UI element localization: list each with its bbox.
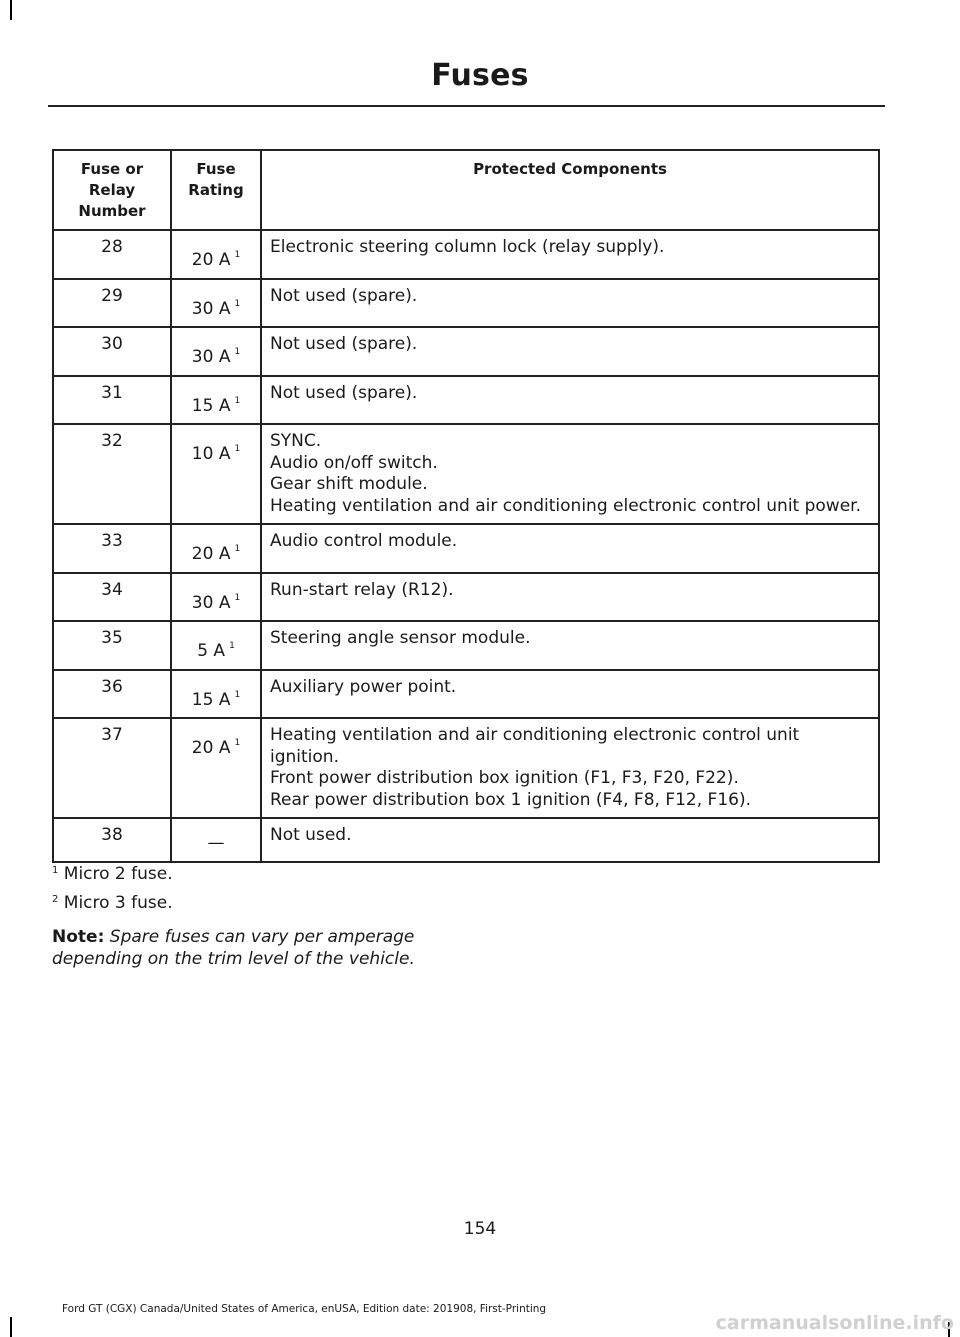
footnote-reference: 1 — [229, 641, 235, 651]
fuse-number-cell: 38 — [53, 818, 171, 862]
component-line: Not used. — [270, 825, 352, 845]
component-line: Front power distribution box ignition (F1, F3, F20, F22). — [270, 768, 739, 788]
fuse-rating-cell — [171, 621, 261, 670]
footnote — [52, 887, 173, 916]
fuse-rating-value: — — [207, 833, 225, 853]
fuse-rating-value: 5 A — [197, 641, 226, 661]
component-line: Not used (spare). — [270, 285, 418, 306]
footnote-reference: 1 — [234, 444, 241, 454]
footnote-text: Micro 2 fuse. — [58, 864, 173, 884]
protected-components-cell — [261, 279, 879, 328]
fuse-rating-cell — [171, 230, 261, 279]
fuse-number-cell: 33 — [53, 524, 171, 573]
column-header-number: Fuse or Relay Number — [53, 150, 171, 230]
footnote-mark: 1 — [52, 865, 59, 876]
component-line: Steering angle sensor module. — [270, 628, 531, 648]
crop-mark-bottom-left — [10, 1317, 12, 1337]
fuse-rating-value: 20 A — [191, 738, 231, 758]
footnote-reference: 1 — [234, 738, 241, 748]
component-line: Audio control module. — [270, 531, 458, 551]
fuse-rating-value: 30 A — [191, 347, 231, 367]
fuse-rating-cell — [171, 573, 261, 622]
component-line: Gear shift module. — [270, 474, 428, 494]
watermark: carmanualsonline.info — [715, 1312, 954, 1334]
table-row — [53, 818, 879, 862]
column-header-rating: Fuse Rating — [171, 150, 261, 230]
fuse-rating-cell — [171, 279, 261, 328]
footnote-reference: 1 — [234, 544, 241, 554]
fuse-rating-value: 20 A — [191, 544, 231, 564]
component-line: Heating ventilation and air conditioning electronic control unit ignition. — [270, 725, 800, 767]
footnotes — [52, 858, 173, 916]
table-row — [53, 670, 879, 719]
table-row — [53, 621, 879, 670]
protected-components-cell — [261, 424, 879, 524]
table-row — [53, 327, 879, 376]
fuse-rating-cell — [171, 670, 261, 719]
fuse-number-cell: 37 — [53, 718, 171, 818]
component-line: Heating ventilation and air conditioning electronic control unit power. — [270, 495, 861, 516]
footnote-text: Micro 3 fuse. — [58, 893, 173, 913]
component-line: Rear power distribution box 1 ignition (F4, F8, F12, F16). — [270, 789, 751, 810]
fuse-table-body — [53, 230, 879, 862]
protected-components-cell — [261, 376, 879, 425]
table-row — [53, 424, 879, 524]
footnote-reference: 1 — [234, 298, 241, 309]
component-line: Run-start relay (R12). — [270, 579, 454, 600]
fuse-number-cell: 28 — [53, 230, 171, 279]
protected-components-cell — [261, 230, 879, 279]
table-row — [53, 718, 879, 818]
table-row — [53, 279, 879, 328]
fuse-rating-value: 20 A — [191, 250, 231, 270]
footnote-reference: 1 — [234, 250, 241, 260]
fuse-rating-value: 30 A — [191, 298, 231, 319]
fuse-number-cell: 31 — [53, 376, 171, 425]
fuse-number-cell: 35 — [53, 621, 171, 670]
fuse-rating-cell — [171, 327, 261, 376]
table-row — [53, 230, 879, 279]
fuse-number-cell: 29 — [53, 279, 171, 328]
fuse-number-cell: 34 — [53, 573, 171, 622]
fuse-rating-cell — [171, 376, 261, 425]
protected-components-cell — [261, 524, 879, 573]
protected-components-cell — [261, 573, 879, 622]
protected-components-cell — [261, 327, 879, 376]
component-line: Audio on/off switch. — [270, 452, 438, 473]
component-line: Electronic steering column lock (relay supply). — [270, 237, 665, 257]
protected-components-cell — [261, 818, 879, 862]
fuse-rating-value: 15 A — [191, 689, 231, 710]
footnote-reference: 1 — [234, 395, 241, 406]
fuse-table — [52, 149, 880, 863]
footnote-reference: 1 — [234, 592, 241, 603]
fuse-rating-cell — [171, 718, 261, 818]
protected-components-cell — [261, 718, 879, 818]
footnote-reference: 1 — [234, 347, 241, 357]
note-label: Note: — [52, 927, 105, 947]
crop-mark-top-left — [10, 0, 12, 20]
note-text: Spare fuses can vary per amperage depending on the trim level of the vehicle. — [52, 927, 415, 969]
component-line: Not used (spare). — [270, 382, 418, 403]
component-line: Auxiliary power point. — [270, 676, 457, 697]
component-line: SYNC. — [270, 431, 322, 451]
fuse-number-cell: 32 — [53, 424, 171, 524]
page-title: Fuses — [431, 58, 529, 93]
note — [52, 926, 472, 970]
footnote-mark: 2 — [52, 894, 59, 905]
fuse-number-cell: 36 — [53, 670, 171, 719]
fuse-rating-value: 10 A — [191, 444, 231, 464]
footnote-reference: 1 — [234, 689, 241, 700]
footnote — [52, 858, 173, 887]
table-row — [53, 573, 879, 622]
fuse-rating-cell — [171, 424, 261, 524]
protected-components-cell — [261, 670, 879, 719]
edition-footer: Ford GT (CGX) Canada/United States of America, enUSA, Edition date: 201908, First-Printing — [62, 1303, 547, 1315]
page-number: 154 — [463, 1219, 497, 1239]
fuse-rating-cell — [171, 524, 261, 573]
component-line: Not used (spare). — [270, 334, 418, 354]
fuse-rating-value: 30 A — [191, 592, 231, 613]
table-row — [53, 376, 879, 425]
column-header-components: Protected Components — [261, 150, 879, 230]
fuse-rating-value: 15 A — [191, 395, 231, 416]
title-divider — [48, 105, 885, 107]
table-row — [53, 524, 879, 573]
fuse-number-cell: 30 — [53, 327, 171, 376]
table-header-row — [53, 150, 879, 230]
protected-components-cell — [261, 621, 879, 670]
fuse-rating-cell — [171, 818, 261, 862]
